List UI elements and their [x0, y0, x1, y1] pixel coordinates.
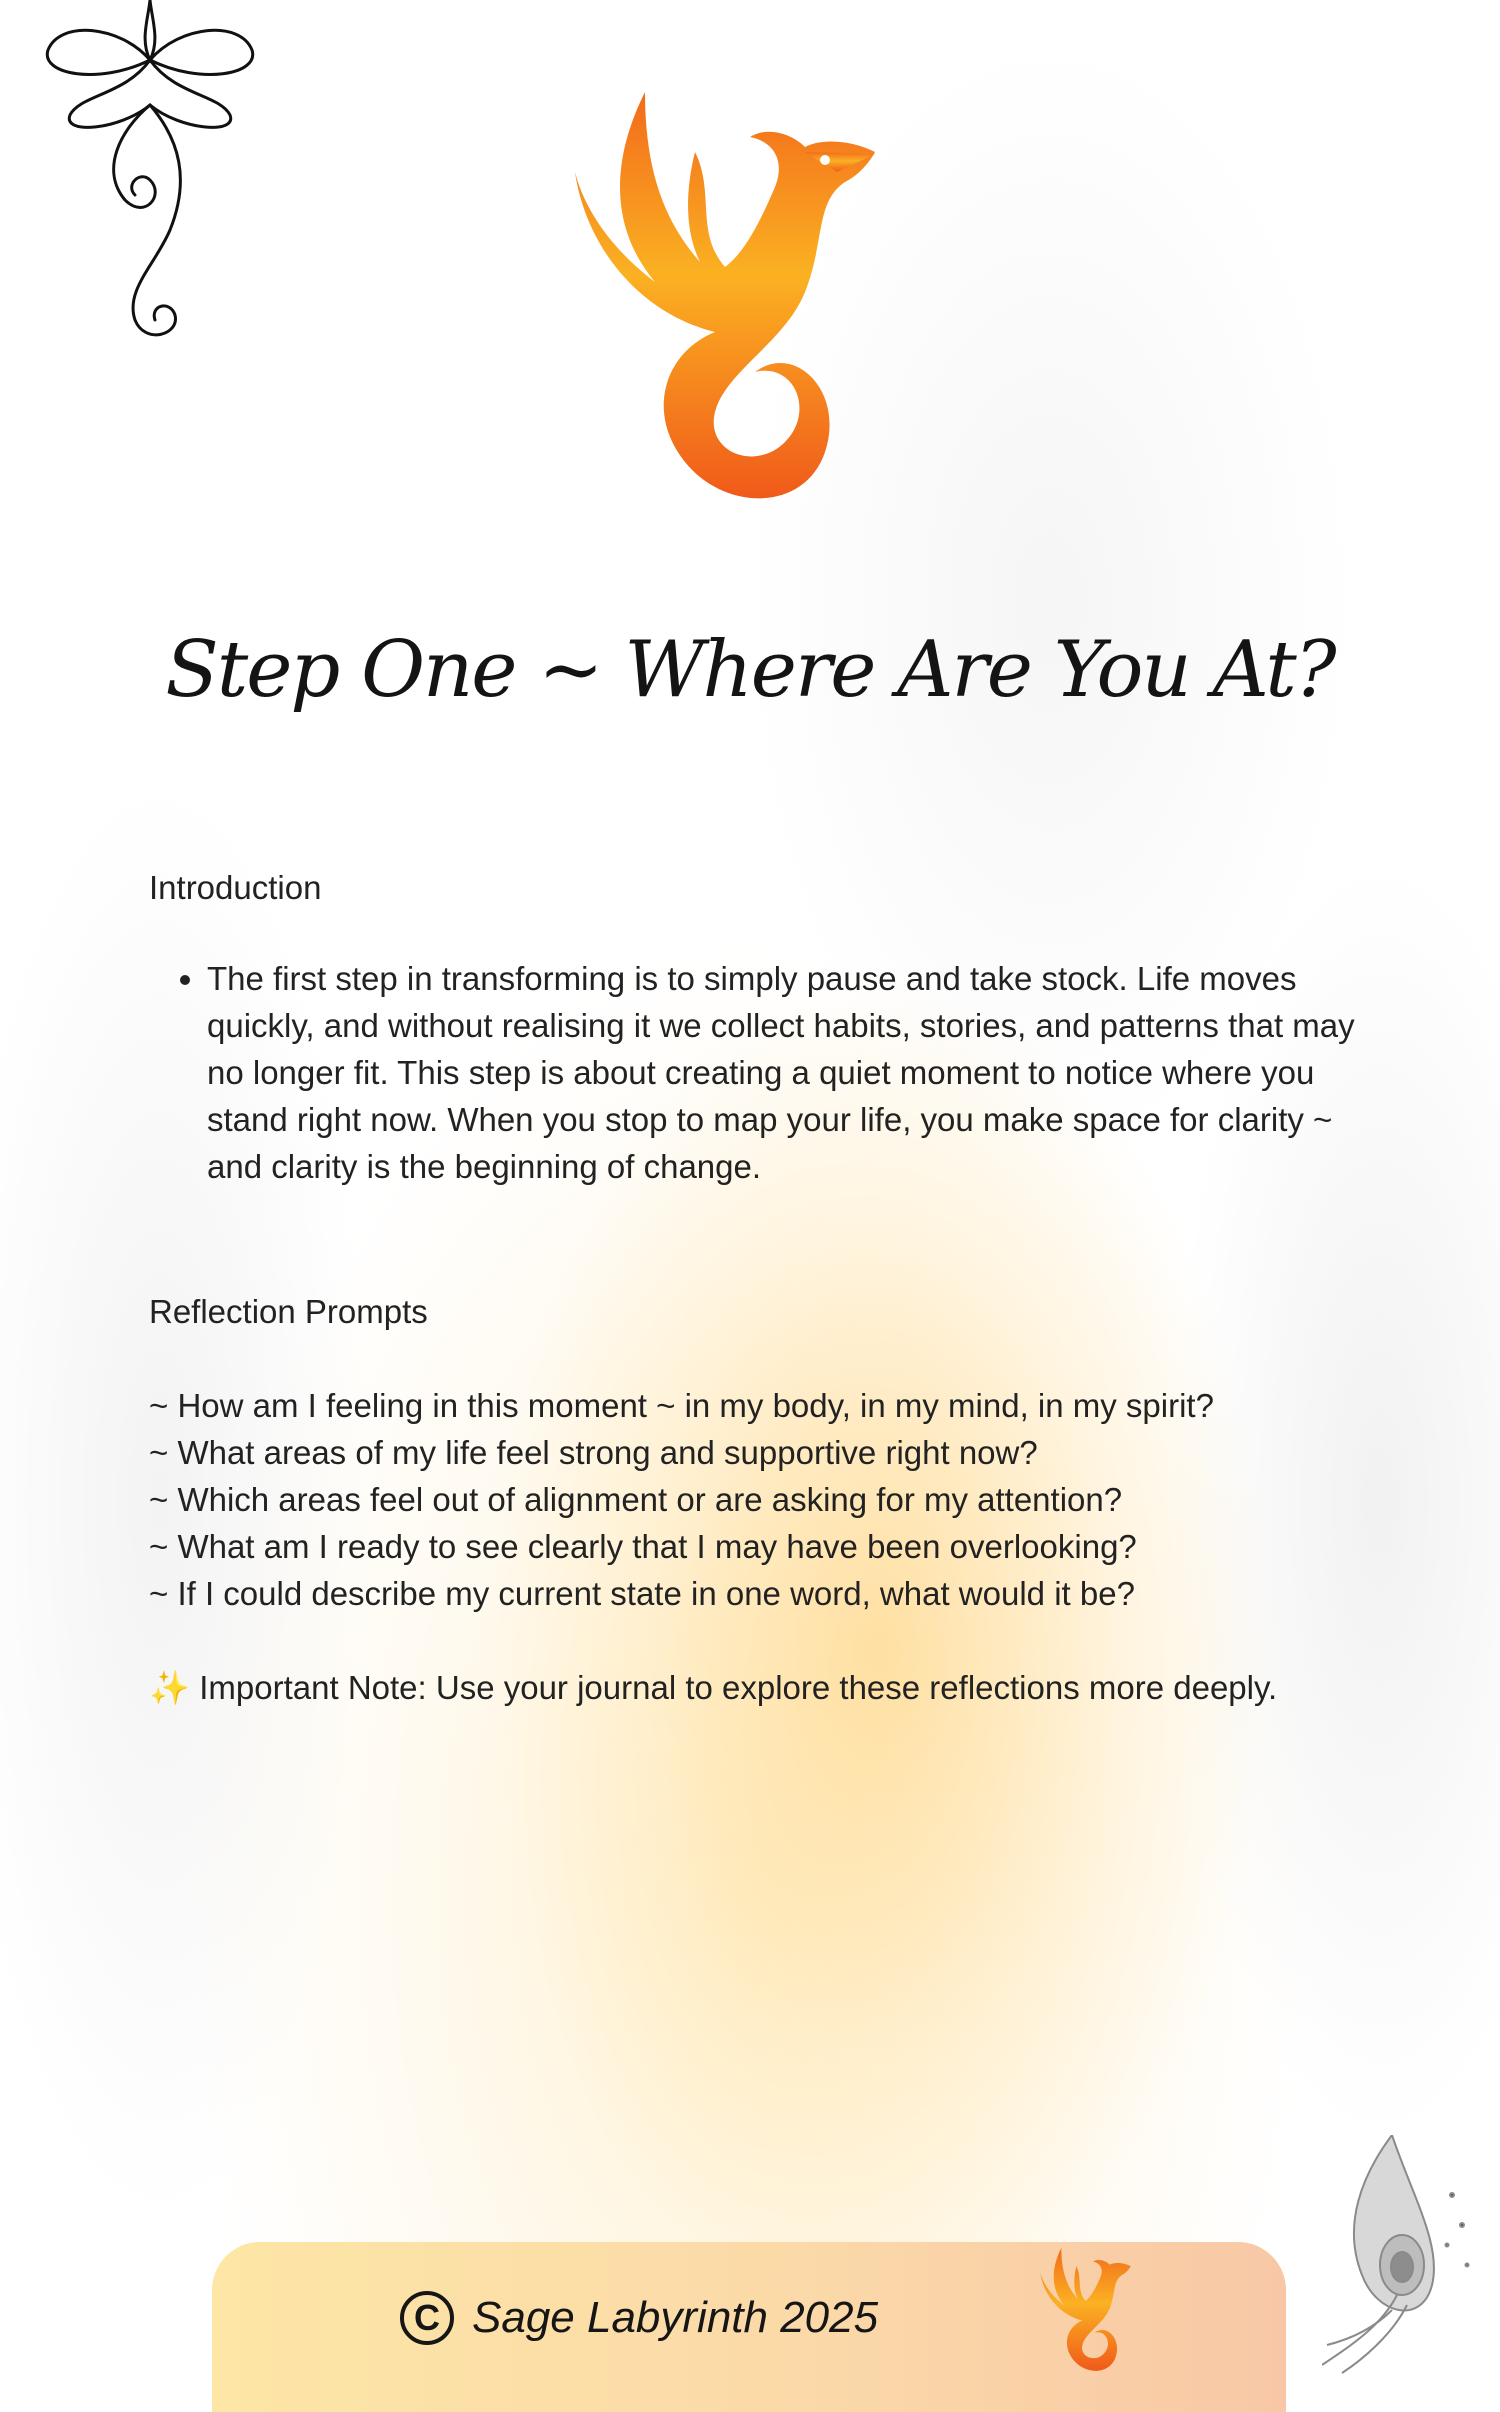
introduction-heading: Introduction	[149, 869, 322, 906]
swirl-ornament-icon	[40, 0, 260, 370]
footer-phoenix-logo-icon	[1040, 2248, 1140, 2378]
peacock-feather-icon	[1322, 2135, 1482, 2375]
important-note	[149, 1664, 1369, 1711]
copyright-icon: C	[400, 2291, 454, 2345]
content-body	[149, 864, 1369, 1711]
reflection-prompt: ~ Which areas feel out of alignment or are asking for my attention?	[149, 1481, 1123, 1518]
sparkles-icon: ✨	[149, 1669, 191, 1706]
page-title: Step One ~ Where Are You At?	[165, 625, 1335, 715]
reflection-prompt: ~ How am I feeling in this moment ~ in my body, in my mind, in my spirit?	[149, 1387, 1214, 1424]
introduction-list	[149, 955, 1369, 1190]
phoenix-logo-icon	[575, 92, 905, 522]
footer-text: Sage Labyrinth 2025	[472, 2293, 879, 2342]
introduction-paragraph: • The first step in transforming is to simply pause and take stock. Life moves quickly, and without realising it we collect habits, stories, and patterns that may no longer fit. This step is about creating a quiet moment to notice where you stand right now. When you stop to map your life, you make space for clarity ~ and clarity is the beginning of change.	[207, 955, 1369, 1190]
reflection-prompts	[149, 1382, 1369, 1617]
reflection-prompt: ~ If I could describe my current state in one word, what would it be?	[149, 1575, 1135, 1612]
important-note-text: Important Note: Use your journal to explore these reflections more deeply.	[199, 1669, 1278, 1706]
footer-copyright	[400, 2282, 878, 2354]
reflection-prompt: ~ What areas of my life feel strong and supportive right now?	[149, 1434, 1038, 1471]
reflection-heading: Reflection Prompts	[149, 1293, 428, 1330]
reflection-prompt: ~ What am I ready to see clearly that I may have been overlooking?	[149, 1528, 1137, 1565]
